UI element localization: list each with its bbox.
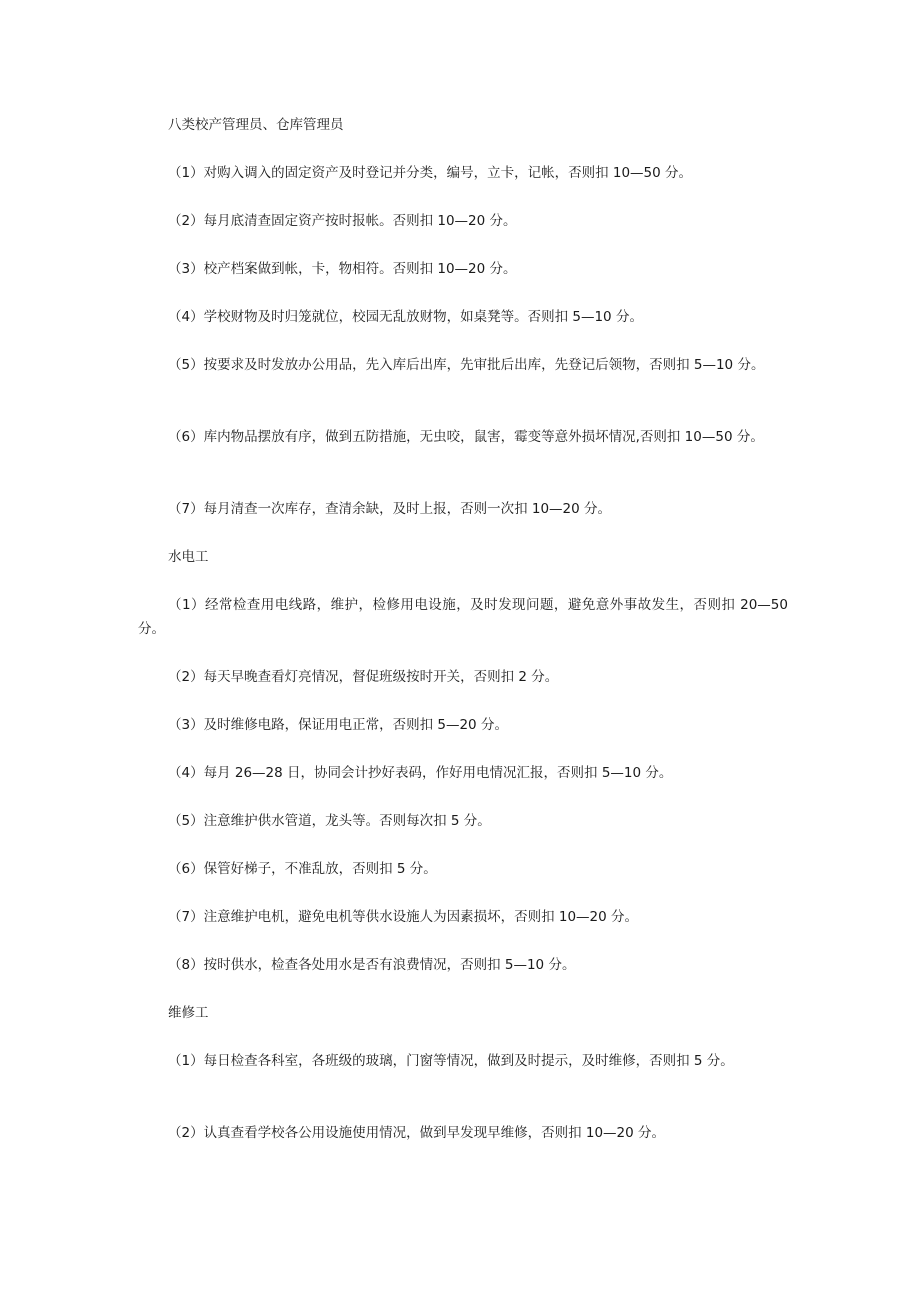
list-item: （1）对购入调入的固定资产及时登记并分类，编号，立卡，记帐，否则扣 10—50 分。 xyxy=(168,165,693,181)
list-item: （5）注意维护供水管道，龙头等。否则每次扣 5 分。 xyxy=(168,813,491,829)
list-item: （7）每月清查一次库存，查清余缺，及时上报，否则一次扣 10—20 分。 xyxy=(168,501,612,517)
list-item: （2）认真查看学校各公用设施使用情况，做到早发现早维修，否则扣 10—20 分。 xyxy=(168,1125,666,1141)
list-item: （8）按时供水，检查各处用水是否有浪费情况，否则扣 5—10 分。 xyxy=(168,957,576,973)
list-item: （1）经常检查用电线路，维护，检修用电设施，及时发现问题，避免意外事故发生，否则扣 20—50 分。 xyxy=(138,597,788,637)
list-item: （2）每月底清查固定资产按时报帐。否则扣 10—20 分。 xyxy=(168,213,517,229)
list-item: （4）每月 26—28 日，协同会计抄好表码，作好用电情况汇报，否则扣 5—10 分。 xyxy=(168,765,673,781)
list-item: （7）注意维护电机，避免电机等供水设施人为因素损坏，否则扣 10—20 分。 xyxy=(168,909,639,925)
section-heading-maintenance: 维修工 xyxy=(168,1005,209,1021)
list-item: （2）每天早晚查看灯亮情况，督促班级按时开关，否则扣 2 分。 xyxy=(168,669,559,685)
list-item: （5）按要求及时发放办公用品，先入库后出库，先审批后出库，先登记后领物，否则扣 5—10 分。 xyxy=(168,357,765,373)
list-item: （6）保管好梯子，不准乱放，否则扣 5 分。 xyxy=(168,861,437,877)
list-item: （1）每日检查各科室，各班级的玻璃，门窗等情况，做到及时提示，及时维修，否则扣 5 分。 xyxy=(168,1053,734,1069)
section-heading-electrician: 水电工 xyxy=(168,549,209,565)
list-item: （3）及时维修电路，保证用电正常，否则扣 5—20 分。 xyxy=(168,717,508,733)
section-heading-asset-manager: 八类校产管理员、仓库管理员 xyxy=(168,117,344,133)
list-item: （4）学校财物及时归笼就位，校园无乱放财物，如桌凳等。否则扣 5—10 分。 xyxy=(168,309,643,325)
list-item: （3）校产档案做到帐，卡，物相符。否则扣 10—20 分。 xyxy=(168,261,517,277)
list-item: （6）库内物品摆放有序，做到五防措施，无虫咬，鼠害，霉变等意外损坏情况,否则扣 10—50 分。 xyxy=(168,429,764,445)
